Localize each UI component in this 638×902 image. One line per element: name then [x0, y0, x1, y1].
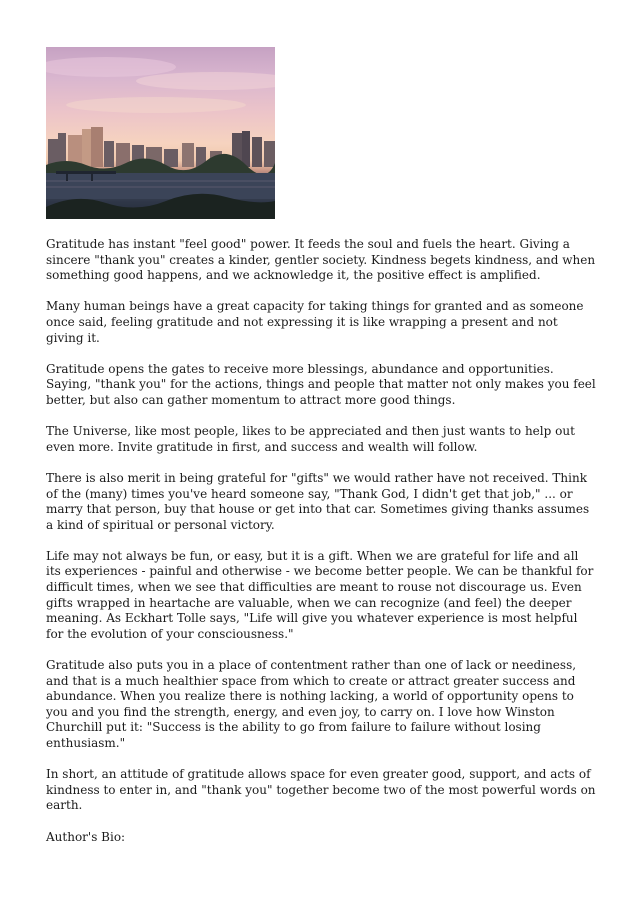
paragraph-7: Gratitude also puts you in a place of contentment rather than one of lack or neediness, and that is a much healthier space from which to create or attract greater success and abundance. When you realize there is nothing lacking, a world of opportunity opens to you and you find the strength, energy, and even joy, to carry on. I love how Winston Churchill put it: "Success is the ability to go from failure to failure without losing enthusiasm.": [46, 658, 577, 750]
skyline-photo: [46, 47, 275, 219]
paragraph-3: Gratitude opens the gates to receive more blessings, abundance and opportunities. Saying, "thank you" for the actions, things and people that matter not only makes you feel better, but also can gather momentum to attract more good things.: [46, 361, 596, 407]
paragraph-5: There is also merit in being grateful for "gifts" we would rather have not received. Think of the (many) times you've heard someone say, "Thank God, I didn't get that job," ... or marry that person, buy that house or get into that car. Sometimes giving thanks assumes a kind of spiritual or personal victory.: [46, 470, 590, 532]
paragraph-8: In short, an attitude of gratitude allows space for even greater good, support, and acts of kindness to enter in, and "thank you" together become two of the most powerful words on earth.: [46, 767, 596, 813]
skyline-illustration: [46, 47, 275, 219]
paragraph-4: The Universe, like most people, likes to be appreciated and then just wants to help out even more. Invite gratitude in first, and success and wealth will follow.: [46, 424, 575, 454]
paragraph-1: Gratitude has instant "feel good" power. It feeds the soul and fuels the heart. Giving a sincere "thank you" creates a kinder, gentler society. Kindness begets kindness, and when something good happens, and we acknowledge it, the positive effect is amplified.: [46, 237, 596, 283]
article: [46, 47, 596, 861]
paragraph-6: Life may not always be fun, or easy, but it is a gift. When we are grateful for life and all its experiences - painful and otherwise - we become better people. We can be thankful for difficult times, when we see that difficulties are meant to rouse not discourage us. Even gifts wrapped in heartache are valuable, when we can recognize (and feel) the deeper meaning. As Eckhart Tolle says, "Life will give you whatever experience is most helpful for the evolution of your consciousness.": [46, 548, 594, 641]
paragraph-2: Many human beings have a great capacity for taking things for granted and as someone once said, feeling gratitude and not expressing it is like wrapping a present and not giving it.: [46, 299, 584, 345]
author-bio-label: Author's Bio:: [46, 829, 126, 844]
